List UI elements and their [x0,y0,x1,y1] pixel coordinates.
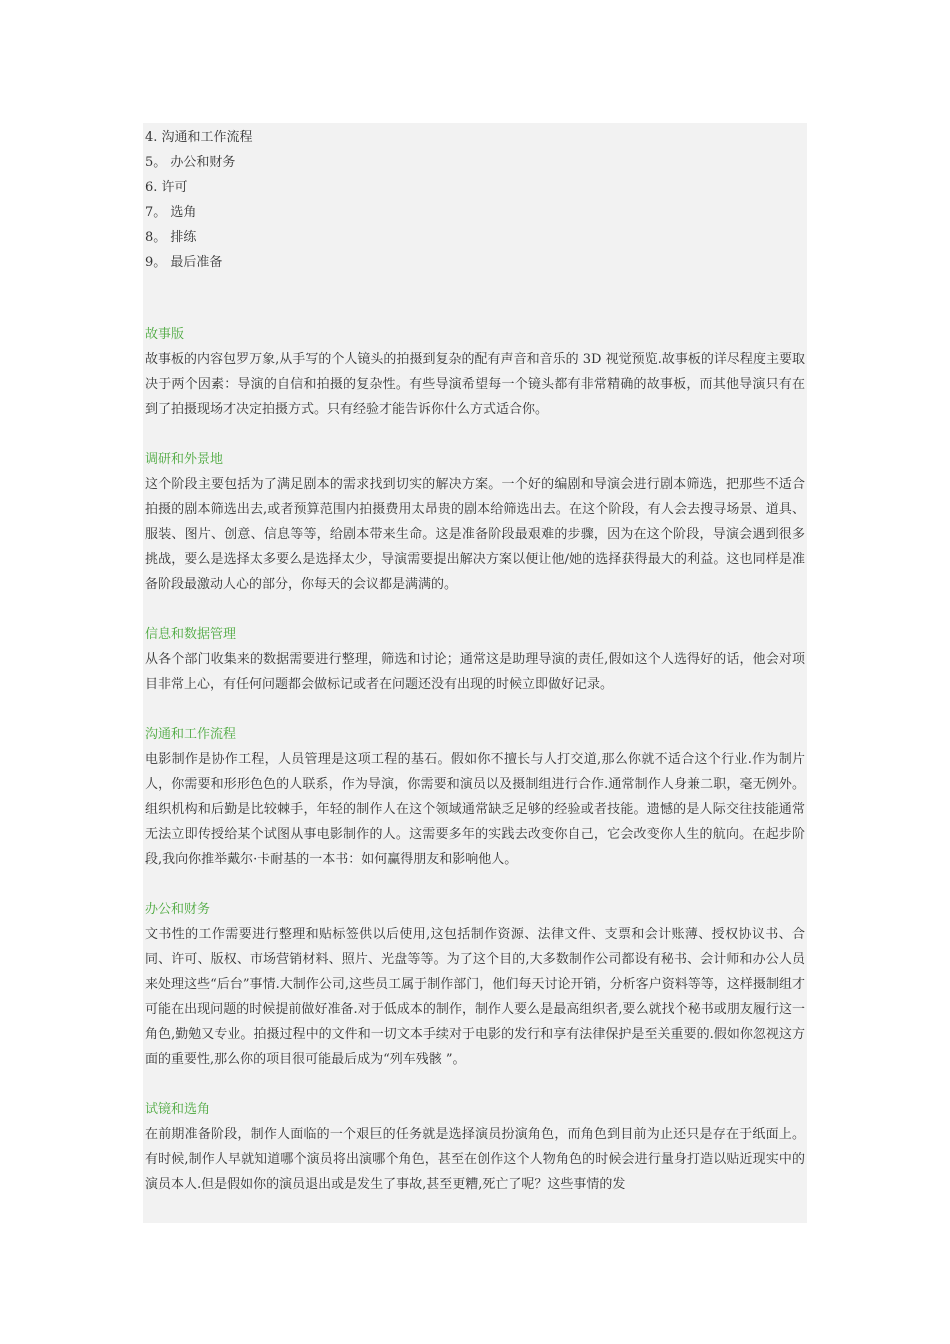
section-heading: 故事版 [145,327,185,342]
list-item: 6. 许可 [145,180,188,195]
section-paragraph: 从各个部门收集来的数据需要进行整理，筛选和讨论；通常这是助理导演的责任,假如这个人选得好的话，他会对项目非常上心，有任何问题都会做标记或者在问题还没有出现的时候立即做好记录。 [145,652,805,692]
list-item: 5。 办公和财务 [145,155,236,170]
section-paragraph: 文书性的工作需要进行整理和贴标签供以后使用,这包括制作资源、法律文件、支票和会计账薄、授权协议书、合同、许可、版权、市场营销材料、照片、光盘等等。为了这个目的,大多数制作公司都设有秘书、会计师和办公人员来处理这些“后台”事情.大制作公司,这些员工属于制作部门，他们每天讨论开销，分析客户资料等等，这样摄制组才可能在出现问题的时候提前做好准备.对于低成本的制作，制作人要么是最高组织者,要么就找个秘书或朋友履行这一角色,勤勉又专业。拍摄过程中的文件和一切文本手续对于电影的发行和享有法律保护是至关重要的.假如你忽视这方面的重要性,那么你的项目很可能最后成为“列车残骸 ”。 [145,927,805,1067]
section-paragraph: 故事板的内容包罗万象,从手写的个人镜头的拍摄到复杂的配有声音和音乐的 3D 视觉预览.故事板的详尽程度主要取决于两个因素：导演的自信和拍摄的复杂性。有些导演希望每一个镜头都有非常精确的故事板，而其他导演只有在到了拍摄现场才决定拍摄方式。只有经验才能告诉你什么方式适合你。 [145,352,805,417]
section-paragraph: 电影制作是协作工程，人员管理是这项工程的基石。假如你不擅长与人打交道,那么你就不适合这个行业.作为制片人，你需要和形形色色的人联系，作为导演，你需要和演员以及摄制组进行合作.通常制作人身兼二职，毫无例外。组织机构和后勤是比较棘手，年轻的制作人在这个领域通常缺乏足够的经验或者技能。遗憾的是人际交往技能通常无法立即传授给某个试图从事电影制作的人。这需要多年的实践去改变你自己，它会改变你人生的航向。在起步阶段,我向你推举戴尔·卡耐基的一本书：如何赢得朋友和影响他人。 [145,752,805,867]
section-audition-casting [145,1097,805,1197]
list-item: 7。 选角 [145,205,197,220]
section-heading: 信息和数据管理 [145,627,237,642]
section-data-management [145,622,805,697]
list-item: 4. 沟通和工作流程 [145,130,253,145]
preparation-steps-list [145,125,805,275]
list-item: 9。 最后准备 [145,255,223,270]
section-office-finance [145,897,805,1072]
section-paragraph: 这个阶段主要包括为了满足剧本的需求找到切实的解决方案。一个好的编剧和导演会进行剧本筛选，把那些不适合拍摄的剧本筛选出去,或者预算范围内拍摄费用太昂贵的剧本给筛选出去。在这个阶段，有人会去搜寻场景、道具、服装、图片、创意、信息等等，给剧本带来生命。这是准备阶段最艰难的步骤，因为在这个阶段，导演会遇到很多挑战，要么是选择太多要么是选择太少，导演需要提出解决方案以便让他/她的选择获得最大的利益。这也同样是准备阶段最激动人心的部分，你每天的会议都是满满的。 [145,477,805,592]
section-heading: 试镜和选角 [145,1102,211,1117]
article-content [145,322,805,1222]
section-heading: 沟通和工作流程 [145,727,237,742]
section-storyboard [145,322,805,422]
section-communication-workflow [145,722,805,872]
section-research-locations [145,447,805,597]
list-item: 8。 排练 [145,230,197,245]
section-heading: 调研和外景地 [145,452,224,467]
section-paragraph: 在前期准备阶段，制作人面临的一个艰巨的任务就是选择演员扮演角色，而角色到目前为止还只是存在于纸面上。有时候,制作人早就知道哪个演员将出演哪个角色，甚至在创作这个人物角色的时候会进行量身打造以贴近现实中的演员本人.但是假如你的演员退出或是发生了事故,甚至更糟,死亡了呢？这些事情的发 [145,1127,805,1192]
section-heading: 办公和财务 [145,902,211,917]
